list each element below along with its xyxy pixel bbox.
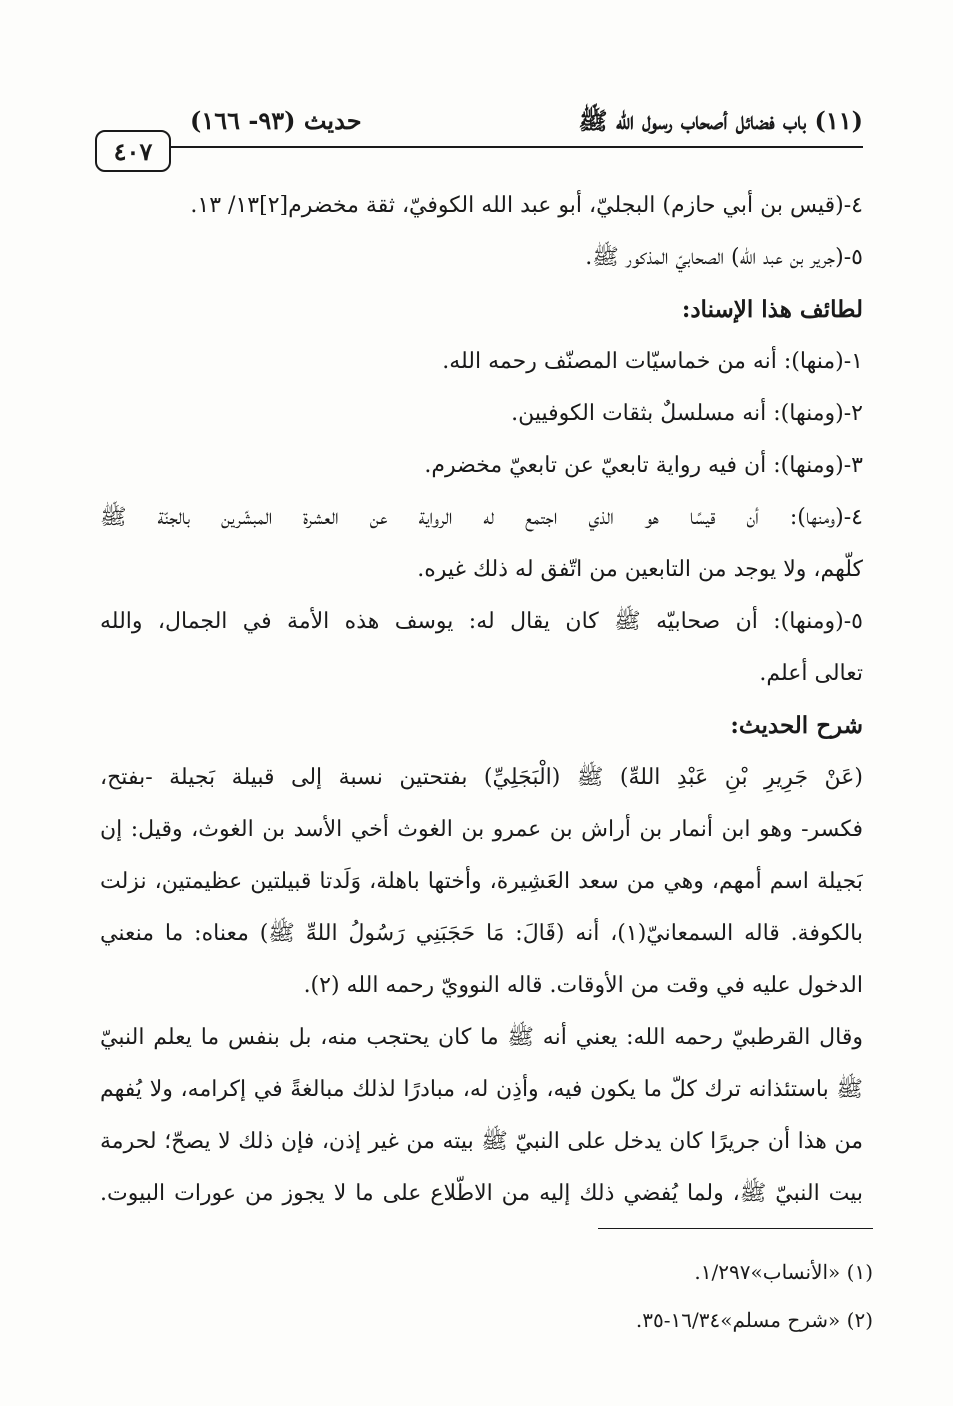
text-line: ٣-(ومنها): أن فيه رواية تابعيّ عن تابعيّ مخضرم. bbox=[424, 453, 863, 478]
section-heading: لطائف هذا الإسناد: bbox=[681, 296, 863, 323]
footnote-2: (٢) «شرح مسلم»١٦/٣٤-٣٥. bbox=[635, 1308, 873, 1332]
footnote-divider bbox=[598, 1228, 873, 1229]
hadith-range: حديث (٩٣- ١٦٦) bbox=[190, 106, 362, 135]
text-line: بالكوفة. قاله السمعانيّ(١)، أنه (قَالَ: مَا حَجَبَنِي رَسُولُ اللهِّ ﷺ) معناه: ما منعني bbox=[100, 921, 863, 946]
text-line: تعالى أعلم. bbox=[759, 661, 863, 686]
text-line: ١-(منها): أنه من خماسيّات المصنّف رحمه الله. bbox=[442, 349, 863, 374]
text-line: كلّهم، ولا يوجد من التابعين من اتّفق له ذلك غيره. bbox=[417, 557, 863, 582]
footnote-1: (١) «الأنساب»١/٢٩٧. bbox=[694, 1260, 873, 1284]
text-line: من هذا أن جريرًا كان يدخل على النبيّ ﷺ بيته من غير إذن، فإن ذلك لا يصحّ؛ لحرمة bbox=[100, 1129, 863, 1154]
text-line: وقال القرطبيّ رحمه الله: يعني أنه ﷺ ما كان يحتجب منه، بل بنفس ما يعلم النبيّ bbox=[100, 1025, 863, 1050]
page-number: ٤٠٧ bbox=[95, 130, 171, 172]
section-heading: شرح الحديث: bbox=[730, 712, 863, 739]
chapter-title: (١١) باب فضائل أصحاب رسول الله ﷺ bbox=[578, 106, 863, 135]
text-line: بَجيلة اسم أمهم، وهي من سعد العَشِيرة، وأختها باهلة، وَلَدتا قبيلتين عظيمتين، نزلت bbox=[100, 869, 863, 894]
text-line: (عَنْ جَرِيرِ بْنِ عَبْدِ اللهِّ) ﷺ (الْبَجَلِيِّ) بفتحتين نسبة إلى قبيلة بَجيلة -بفتح، bbox=[100, 765, 863, 790]
text-line: ٤-(قيس بن أبي حازم) البجليّ، أبو عبد الله الكوفيّ، ثقة مخضرم[٢]١٣/ ١٣. bbox=[190, 193, 863, 218]
text-line: ٥-(جرير بن عبد الله) الصحابيّ المذكور ﷺ. bbox=[585, 245, 863, 270]
page-header bbox=[95, 106, 863, 144]
text-line: ٥-(ومنها): أن صحابيّه ﷺ كان يقال له: يوسف هذه الأمة في الجمال، والله bbox=[100, 609, 863, 634]
header-rule bbox=[168, 146, 863, 148]
text-line: بيت النبيّ ﷺ، ولما يُفضي ذلك إليه من الاطّلاع على ما لا يجوز من عورات البيوت. bbox=[100, 1181, 863, 1206]
body-text bbox=[100, 180, 863, 1220]
text-line: ٤-(ومنها): أن قيسًا هو الذي اجتمع له الرواية عن العشرة المبشّرين بالجنّة ﷺ bbox=[100, 505, 863, 530]
text-line: ٢-(ومنها): أنه مسلسلٌ بثقات الكوفيين. bbox=[511, 401, 863, 426]
text-line: فكسر- وهو ابن أنمار بن أراش بن عمرو بن الغوث أخي الأسد بن الغوث، وقيل: إن bbox=[100, 817, 863, 842]
text-line: الدخول عليه في وقت من الأوقات. قاله النوويّ رحمه الله (٢). bbox=[303, 973, 863, 998]
footnotes bbox=[500, 1248, 873, 1344]
text-line: ﷺ باستئذانه ترك كلّ ما يكون فيه، وأذِن له، مبادرًا لذلك مبالغةً في إكرامه، ولا يُفهم bbox=[100, 1077, 863, 1102]
